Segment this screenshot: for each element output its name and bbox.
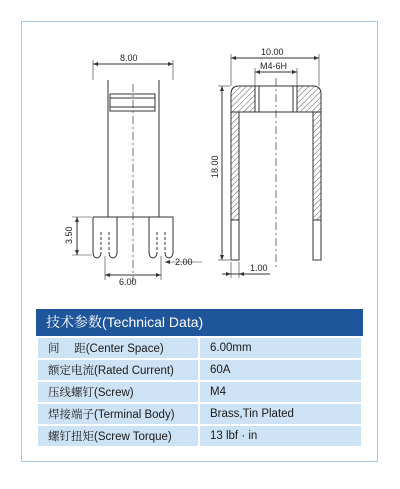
technical-data-table [36,309,363,448]
dim-front-width: 8.00 [120,53,138,63]
table-row [37,359,362,381]
document-frame [21,21,378,462]
row-label: 压线螺钉(Screw) [37,381,199,403]
table-title: 技术参数(Technical Data) [36,309,363,336]
side-view [218,54,321,278]
row-value: 6.00mm [199,337,362,359]
row-label: 间 距(Center Space) [37,337,199,359]
table-row [37,381,362,403]
front-view [72,60,202,282]
table-row [37,403,362,425]
dim-side-width: 10.00 [261,47,284,57]
dim-front-center-space: 6.00 [119,277,137,287]
table-row [37,425,362,447]
row-label: 焊接端子(Terminal Body) [37,403,199,425]
technical-drawing [22,22,377,307]
dim-front-thickness: 2.00 [175,257,193,267]
table-row [37,337,362,359]
row-label: 额定电流(Rated Current) [37,359,199,381]
dim-thread: M4-6H [260,61,288,71]
spec-table [36,336,363,448]
row-value: Brass,Tin Plated [199,403,362,425]
row-label: 螺钉扭矩(Screw Torque) [37,425,199,447]
dim-side-thickness: 1.00 [250,263,268,273]
dim-side-height: 18.00 [210,155,220,178]
row-value: M4 [199,381,362,403]
row-value: 13 lbf · in [199,425,362,447]
row-value: 60A [199,359,362,381]
dim-front-slot-height: 3.50 [64,226,74,244]
